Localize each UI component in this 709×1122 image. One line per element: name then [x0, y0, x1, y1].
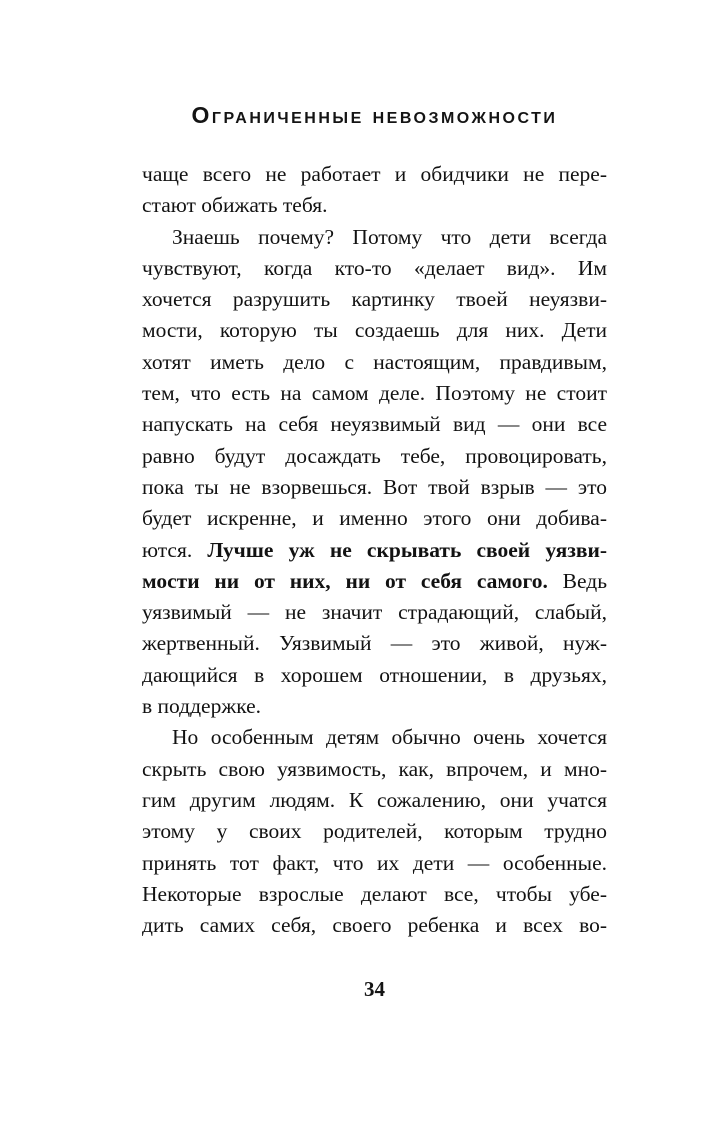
body-text: будет искренне, и именно этого они добива-: [142, 506, 607, 531]
body-text-bold: Лучше уж не скрывать своей уязви-: [207, 537, 607, 562]
body-text: гим другим людям. К сожалению, они учатся: [142, 787, 607, 812]
body-line: [142, 441, 607, 472]
body-line: [142, 315, 607, 346]
body-text: скрыть свою уязвимость, как, впрочем, и мно-: [142, 756, 607, 781]
body-line: [142, 660, 607, 691]
body-line: [142, 503, 607, 534]
body-line: [142, 597, 607, 628]
body-line: [142, 691, 607, 722]
body-line: [142, 378, 607, 409]
body-text: Ведь: [547, 568, 608, 593]
body-line: [142, 472, 607, 503]
body-text: стают обижать тебя.: [142, 193, 328, 218]
body-line: [142, 190, 607, 221]
text-block: [142, 159, 607, 941]
body-text: ются.: [142, 537, 208, 562]
body-text: в поддержке.: [142, 694, 262, 719]
body-line: [142, 409, 607, 440]
body-line: [142, 722, 607, 753]
body-text: тем, что есть на самом деле. Поэтому не стоит: [142, 381, 607, 406]
body-line: [142, 910, 607, 941]
body-line: [142, 785, 607, 816]
page-number: 34: [364, 977, 385, 1001]
body-text: Но особенным детям обычно очень хочется: [172, 725, 607, 750]
body-line: [142, 347, 607, 378]
body-text: дить самих себя, своего ребенка и всех во-: [142, 913, 607, 938]
body-text: жертвенный. Уязвимый — это живой, нуж-: [142, 631, 607, 656]
body-text: мости, которую ты создаешь для них. Дети: [142, 318, 607, 343]
body-line: [142, 284, 607, 315]
body-text: уязвимый — не значит страдающий, слабый,: [142, 600, 607, 625]
body-text: чувствуют, когда кто-то «делает вид». Им: [142, 255, 607, 280]
body-text-bold: мости ни от них, ни от себя самого.: [142, 568, 548, 593]
body-text: этому у своих родителей, которым трудно: [142, 819, 607, 844]
body-line: [142, 848, 607, 879]
body-text: чаще всего не работает и обидчики не пере-: [142, 162, 607, 186]
body-line: [142, 816, 607, 847]
body-text: хочется разрушить картинку твоей неуязви-: [142, 287, 607, 312]
body-text: Знаешь почему? Потому что дети всегда: [172, 224, 607, 249]
body-line: [142, 222, 607, 253]
body-line: [142, 754, 607, 785]
body-line: [142, 535, 607, 566]
body-line: [142, 253, 607, 284]
body-text: хотят иметь дело с настоящим, правдивым,: [142, 349, 607, 374]
body-line: [142, 159, 607, 190]
body-text: принять тот факт, что их дети — особенные.: [142, 850, 607, 875]
body-text: пока ты не взорвешься. Вот твой взрыв — это: [142, 474, 607, 499]
running-header: Ограниченные невозможности: [191, 102, 558, 128]
body-line: [142, 566, 607, 597]
body-line: [142, 628, 607, 659]
body-line: [142, 879, 607, 910]
body-text: напускать на себя неуязвимый вид — они все: [142, 412, 607, 437]
body-text: дающийся в хорошем отношении, в друзьях,: [142, 662, 607, 687]
body-text: Некоторые взрослые делают все, чтобы убе-: [142, 881, 607, 906]
body-text: равно будут досаждать тебе, провоцировать,: [142, 443, 607, 468]
